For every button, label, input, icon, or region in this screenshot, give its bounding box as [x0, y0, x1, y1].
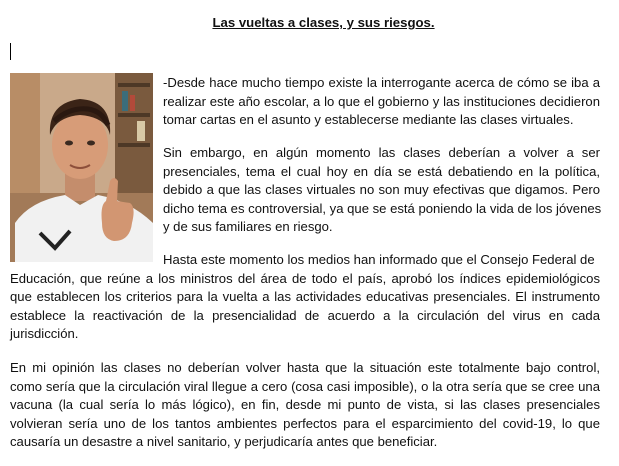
paragraph-1 [163, 74, 600, 130]
paragraph-line: Hasta este momento los medios han informado que el Consejo Federal de [163, 252, 595, 267]
paragraph-line: presenciales, tema el cual hoy en día se está debatiendo en la política, [163, 163, 600, 179]
paragraph-line: realizar este año escolar, a lo que el gobierno y las instituciones decidieron [163, 93, 600, 109]
text-cursor [10, 43, 11, 60]
paragraph-line: dicho tema es controversial, ya que se está poniendo la vida de los jóvenes [163, 200, 602, 216]
paragraph-line: establece la reactivación de la presencialidad de acuerdo a la circulación del virus en cada [10, 307, 600, 323]
paragraph-line: y de sus familiares en riesgo. [163, 219, 333, 234]
paragraph-4 [10, 359, 600, 452]
paragraph-line: que establecen los criterios para la vuelta a las actividades educativas presenciales. El instrumento [10, 289, 600, 304]
paragraph-2 [163, 144, 600, 237]
paragraph-line: como sería que la circulación viral llegue a cero (cosa casi imposible), o la otra sería que se cree una [10, 378, 600, 394]
paragraph-line: En mi opinión las clases no deberían volver hasta que la situación este totalmente bajo control, [10, 360, 600, 375]
paragraph-line: Sin embargo, en algún momento las clases deberían a volver a ser [163, 145, 600, 160]
paragraph-3 [10, 251, 600, 344]
paragraph-line: causaría un desastre a nivel sanitario, y perjudicaría antes que beneficiar. [10, 434, 438, 449]
paragraph-line: volvieran sería uno de los tantos ambientes perfectos para el esparcimiento del covid-19, lo que [10, 415, 600, 431]
paragraph-line: vacuna (la cual sería lo más lógico), en fin, desde mi punto de vista, si las clases presenciales [10, 397, 600, 412]
paragraph-line: tomar cartas en el asunto y establecerse mediante las clases virtuales. [163, 112, 574, 127]
paragraph-line: debido a que las clases virtuales no son muy efectivas que digamos. Pero [163, 182, 600, 197]
document-title: Las vueltas a clases, y sus riesgos. [212, 15, 435, 30]
paragraph-line: -Desde hace mucho tiempo existe la interrogante acerca de cómo se iba a [163, 75, 600, 90]
paragraph-line: Educación, que reúne a los ministros del área de todo el país, aprobó los índices epidemiológicos [10, 270, 600, 286]
portrait-photo [10, 73, 153, 262]
paragraph-line: jurisdicción. [10, 326, 79, 341]
